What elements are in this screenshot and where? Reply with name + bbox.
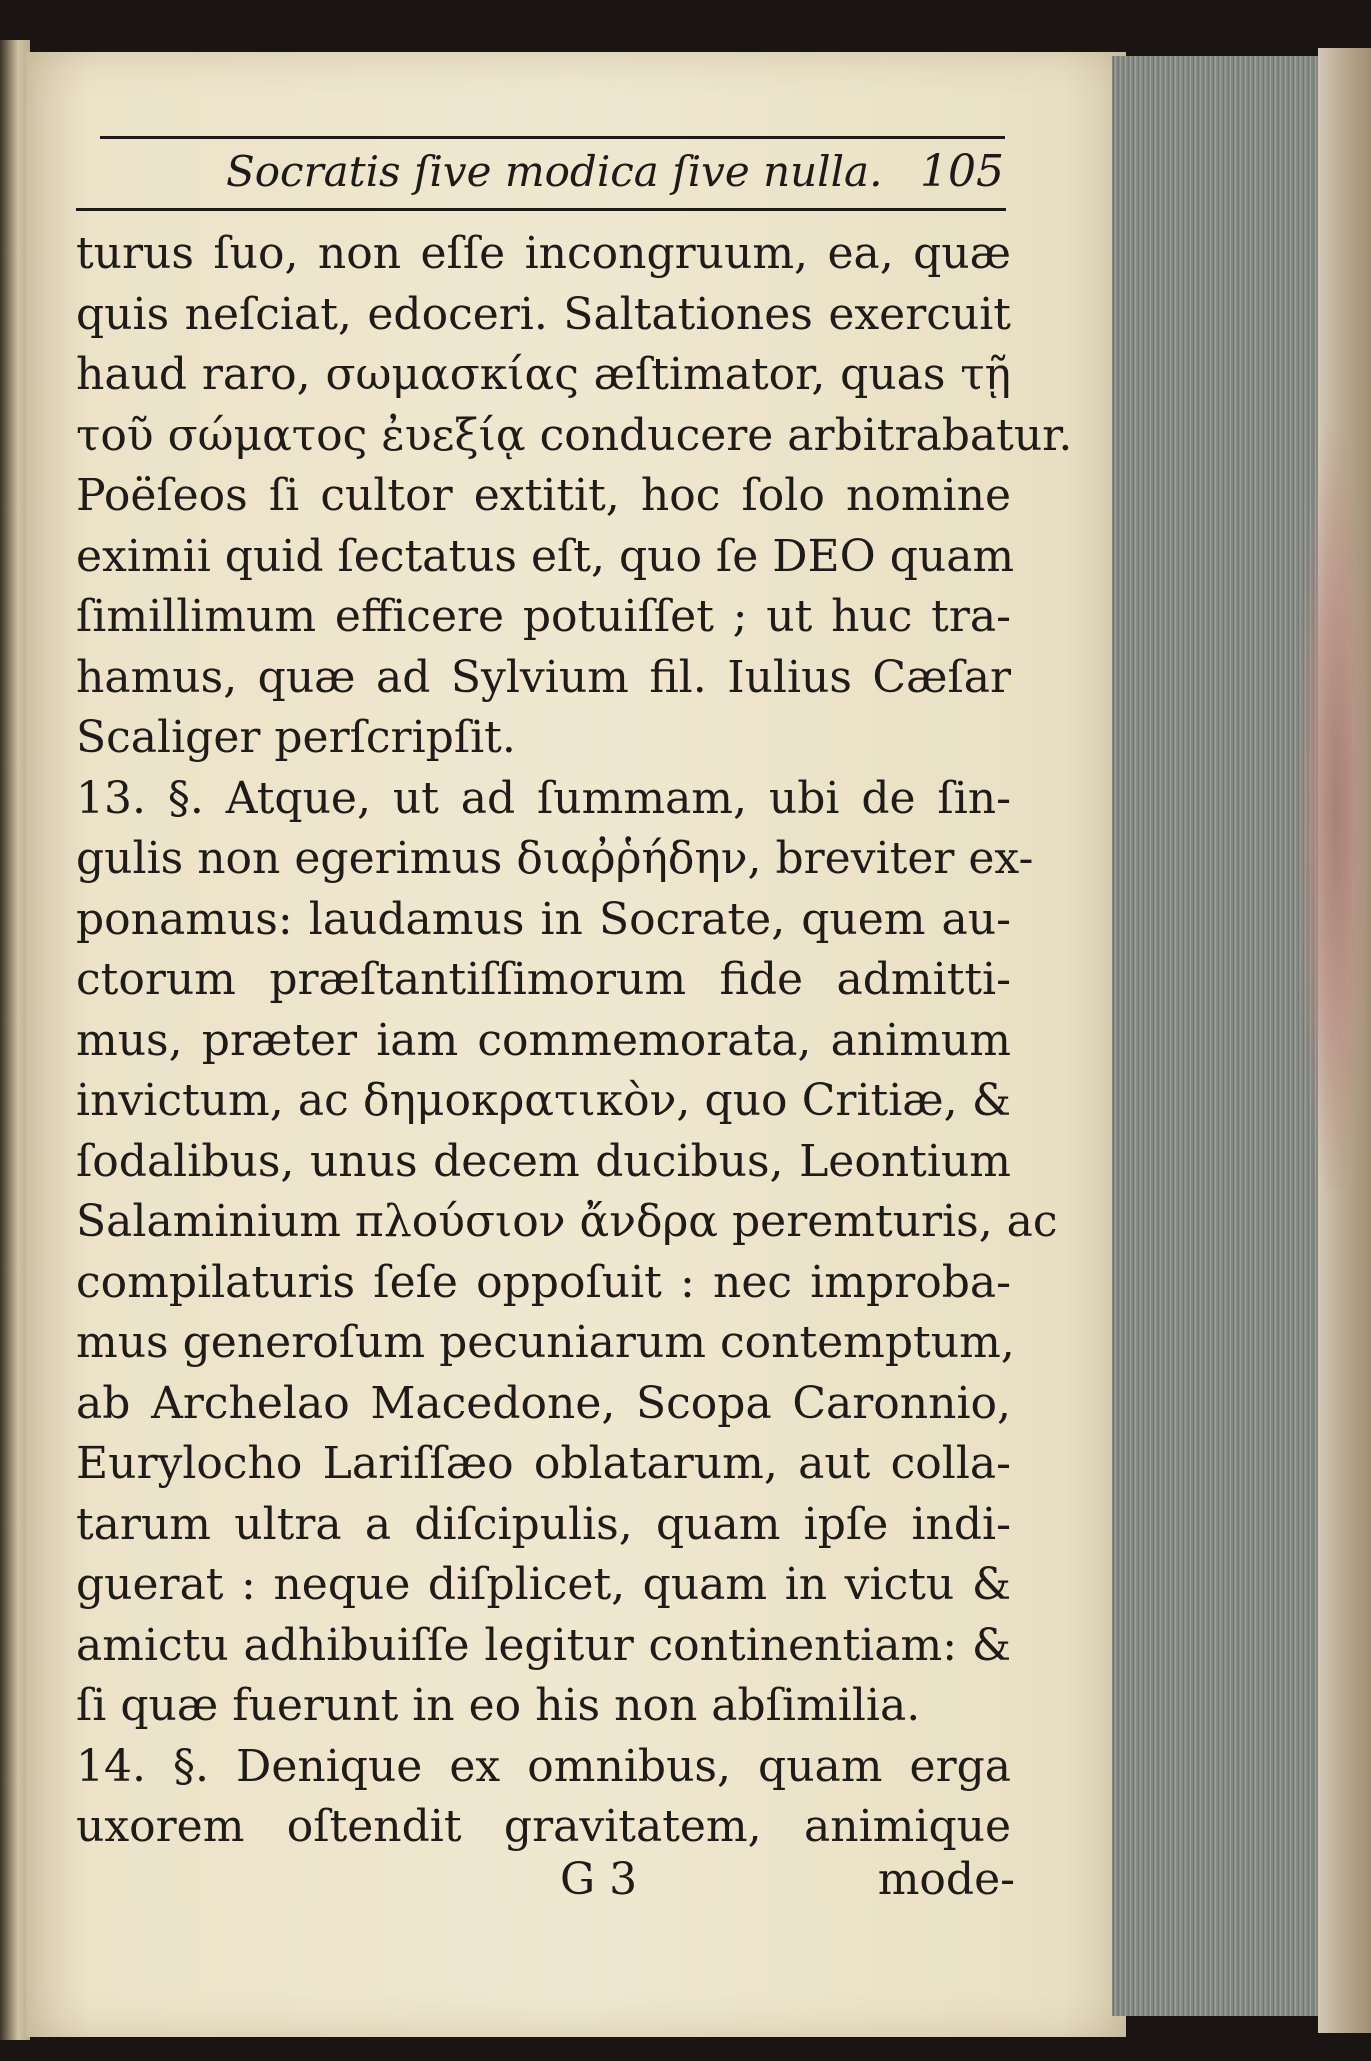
text-line: Scaliger perſcripſit. bbox=[76, 712, 516, 763]
page-block-edges bbox=[1112, 56, 1328, 2016]
text-line: turus ſuo, non eſſe incongruum, ea, quæ bbox=[76, 228, 1011, 279]
footer-line bbox=[560, 1850, 1015, 1910]
cover-stain bbox=[1300, 430, 1370, 1190]
text-line: ſi quæ fuerunt in eo his non abſimilia. bbox=[76, 1680, 921, 1731]
body-text bbox=[76, 224, 1073, 1858]
text-line: amictu adhibuiſſe legitur continentiam: & bbox=[76, 1619, 1011, 1671]
signature-mark: G 3 bbox=[560, 1854, 638, 1905]
header-underline bbox=[76, 208, 1006, 211]
catchword: mode- bbox=[877, 1854, 1015, 1905]
page-number: 105 bbox=[920, 146, 1004, 197]
text-line: quis neſciat, edoceri. Saltationes exercuit bbox=[76, 288, 1011, 340]
text-line: haud raro, σωμασκίας æſtimator, quas τῇ bbox=[76, 349, 1011, 400]
text-line: 13. §. Atque, ut ad ſummam, ubi de ſin- bbox=[76, 772, 1011, 824]
text-line: τοῦ σώματος ἐυεξίᾳ conducere arbitrabatur. bbox=[76, 409, 1073, 461]
text-line: ab Archelao Macedone, Scopa Caronnio, bbox=[76, 1377, 1011, 1429]
text-line: guerat : neque diſplicet, quam in victu & bbox=[76, 1559, 1011, 1610]
text-line: hamus, quæ ad Sylvium fil. Iulius Cæſar bbox=[76, 651, 1011, 703]
text-line: mus generoſum pecuniarum contemptum, bbox=[76, 1317, 1015, 1368]
text-line: uxorem oſtendit gravitatem, animique bbox=[76, 1801, 1011, 1852]
text-line: invictum, ac δημοκρατικὸν, quo Critiæ, & bbox=[76, 1075, 1011, 1126]
header-rule bbox=[100, 136, 1005, 139]
text-line: ponamus: laudamus in Socrate, quem au- bbox=[76, 893, 1011, 945]
text-line: 14. §. Denique ex omnibus, quam erga bbox=[76, 1740, 1011, 1792]
text-line: Eurylocho Lariſſæo oblatarum, aut colla- bbox=[76, 1438, 1011, 1489]
text-line: ctorum præſtantiſſimorum fide admitti- bbox=[76, 954, 1011, 1005]
text-line: Poëſeos ſi cultor extitit, hoc ſolo nomine bbox=[76, 470, 1011, 521]
text-line: tarum ultra a diſcipulis, quam ipſe indi- bbox=[76, 1498, 1011, 1550]
text-line: mus, præter iam commemorata, animum bbox=[76, 1014, 1011, 1066]
text-line: ſimillimum efficere potuiſſet ; ut huc tra- bbox=[76, 591, 1011, 642]
text-line: eximii quid ſectatus eſt, quo ſe DEO quam bbox=[76, 530, 1015, 582]
text-line: Salaminium πλούσιον ἄνδρα peremturis, ac bbox=[76, 1196, 1058, 1247]
text-line: compilaturis ſeſe oppoſuit : nec improba- bbox=[76, 1256, 1011, 1308]
text-line: ſodalibus, unus decem ducibus, Leontium bbox=[76, 1135, 1011, 1187]
text-line: gulis non egerimus διαῤῥήδην, breviter ex- bbox=[76, 833, 1034, 884]
running-head: Socratis ſive modica ſive nulla. bbox=[226, 147, 883, 196]
